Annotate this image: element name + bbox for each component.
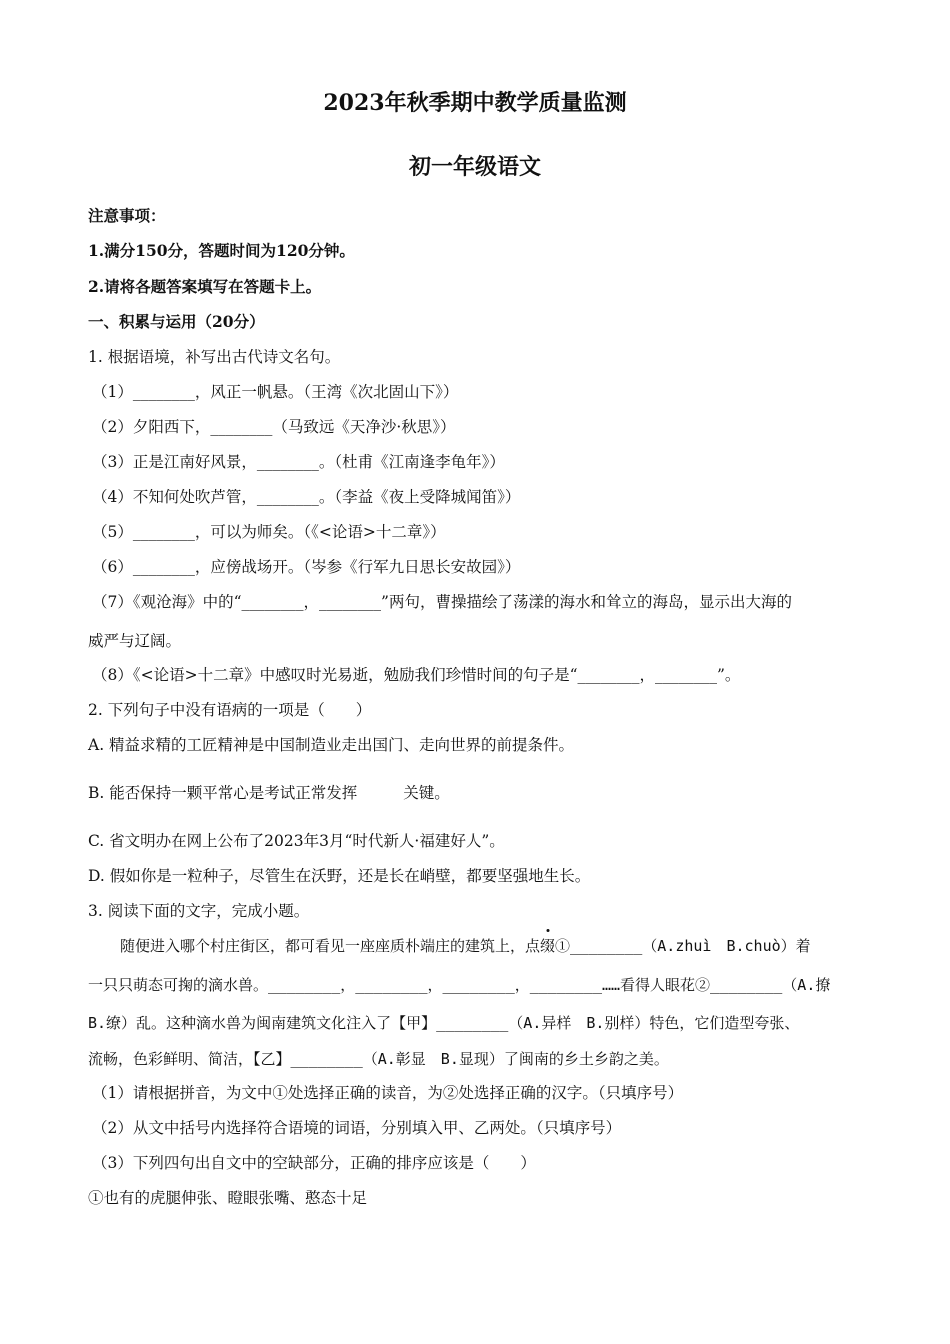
question-2-option-a: A. 精益求精的工匠精神是中国制造业走出国门、走向世界的前提条件。 <box>88 736 575 754</box>
question-3-sub-3: （3）下列四句出自文中的空缺部分，正确的排序应该是（ ） <box>92 1154 536 1172</box>
question-3-sub-1: （1）请根据拼音，为文中①处选择正确的读音，为②处选择正确的汉字。（只填序号） <box>92 1084 684 1102</box>
question-2-stem: 2. 下列句子中没有语病的一项是（ ） <box>88 701 372 719</box>
question-3-choice-1: ①也有的虎腿伸张、瞪眼张嘴、憨态十足 <box>88 1189 368 1207</box>
question-1-item-7-cont: 威严与辽阔。 <box>88 632 182 650</box>
emphasis-dot <box>546 929 549 932</box>
question-1-stem: 1. 根据语境，补写出古代诗文名句。 <box>88 348 341 366</box>
question-1-item-1: （1）________，风正一帆悬。（王湾《次北固山下》） <box>92 383 459 401</box>
exam-subtitle: 初一年级语文 <box>408 154 541 180</box>
question-1-item-2: （2）夕阳西下，________（马致远《天净沙·秋思》） <box>92 418 456 436</box>
question-2-option-c: C. 省文明办在网上公布了2023年3月“时代新人·福建好人”。 <box>88 832 505 850</box>
passage-text-end: ①________（A.zhuì B.chuò）着 <box>555 937 811 955</box>
notice-item-2: 2.请将各题答案填写在答题卡上。 <box>88 277 322 296</box>
notice-item-1: 1.满分150分，答题时间为120分钟。 <box>88 241 355 260</box>
question-1-item-4: （4）不知何处吹芦管，________。（李益《夜上受降城闻笛》） <box>92 488 521 506</box>
passage-line-2: 一只只萌态可掬的滴水兽。________，________，________，________……看得人眼花②________（A.撩 <box>88 976 831 994</box>
notice-heading: 注意事项： <box>88 206 166 225</box>
question-1-item-5: （5）________，可以为师矣。（《<论语>十二章》） <box>92 523 446 541</box>
question-2-option-b <box>88 783 450 803</box>
question-1-item-8: （8）《<论语>十二章》中感叹时光易逝，勉励我们珍惜时间的句子是“________，________”。 <box>92 666 741 684</box>
emphasis-char <box>540 937 555 955</box>
passage-line-1 <box>120 936 811 956</box>
exam-title: 2023年秋季期中教学质量监测 <box>323 90 627 116</box>
passage-line-4: 流畅，色彩鲜明、简洁，【乙】________（A.彰显 B.显现）了闽南的乡土乡韵之美。 <box>88 1050 669 1068</box>
option-b-text-end: 关键。 <box>403 784 450 802</box>
question-1-item-7: （7）《观沧海》中的“________，________”两句，曹操描绘了荡漾的海水和耸立的海岛，显示出大海的 <box>92 593 792 611</box>
section-heading: 一、积累与运用（20分） <box>88 312 265 331</box>
question-1-item-6: （6）________，应傍战场开。（岑参《行军九日思长安故园》） <box>92 558 521 576</box>
passage-text: 随便进入哪个村庄街区，都可看见一座座质朴端庄的建筑上，点 <box>120 937 541 955</box>
question-1-item-3: （3）正是江南好风景，________。（杜甫《江南逢李龟年》） <box>92 453 505 471</box>
passage-line-3: B.缭）乱。这种滴水兽为闽南建筑文化注入了【甲】________（A.异样 B.别样）特色，它们造型夸张、 <box>88 1014 800 1032</box>
question-3-stem: 3. 阅读下面的文字，完成小题。 <box>88 902 310 920</box>
option-b-text: B. 能否保持一颗平常心是考试正常发挥 <box>88 784 358 802</box>
question-2-option-d: D. 假如你是一粒种子，尽管生在沃野，还是长在峭壁，都要坚强地生长。 <box>88 867 591 885</box>
question-3-sub-2: （2）从文中括号内选择符合语境的词语，分别填入甲、乙两处。（只填序号） <box>92 1119 622 1137</box>
emphasis-char-text: 缀 <box>540 937 556 955</box>
